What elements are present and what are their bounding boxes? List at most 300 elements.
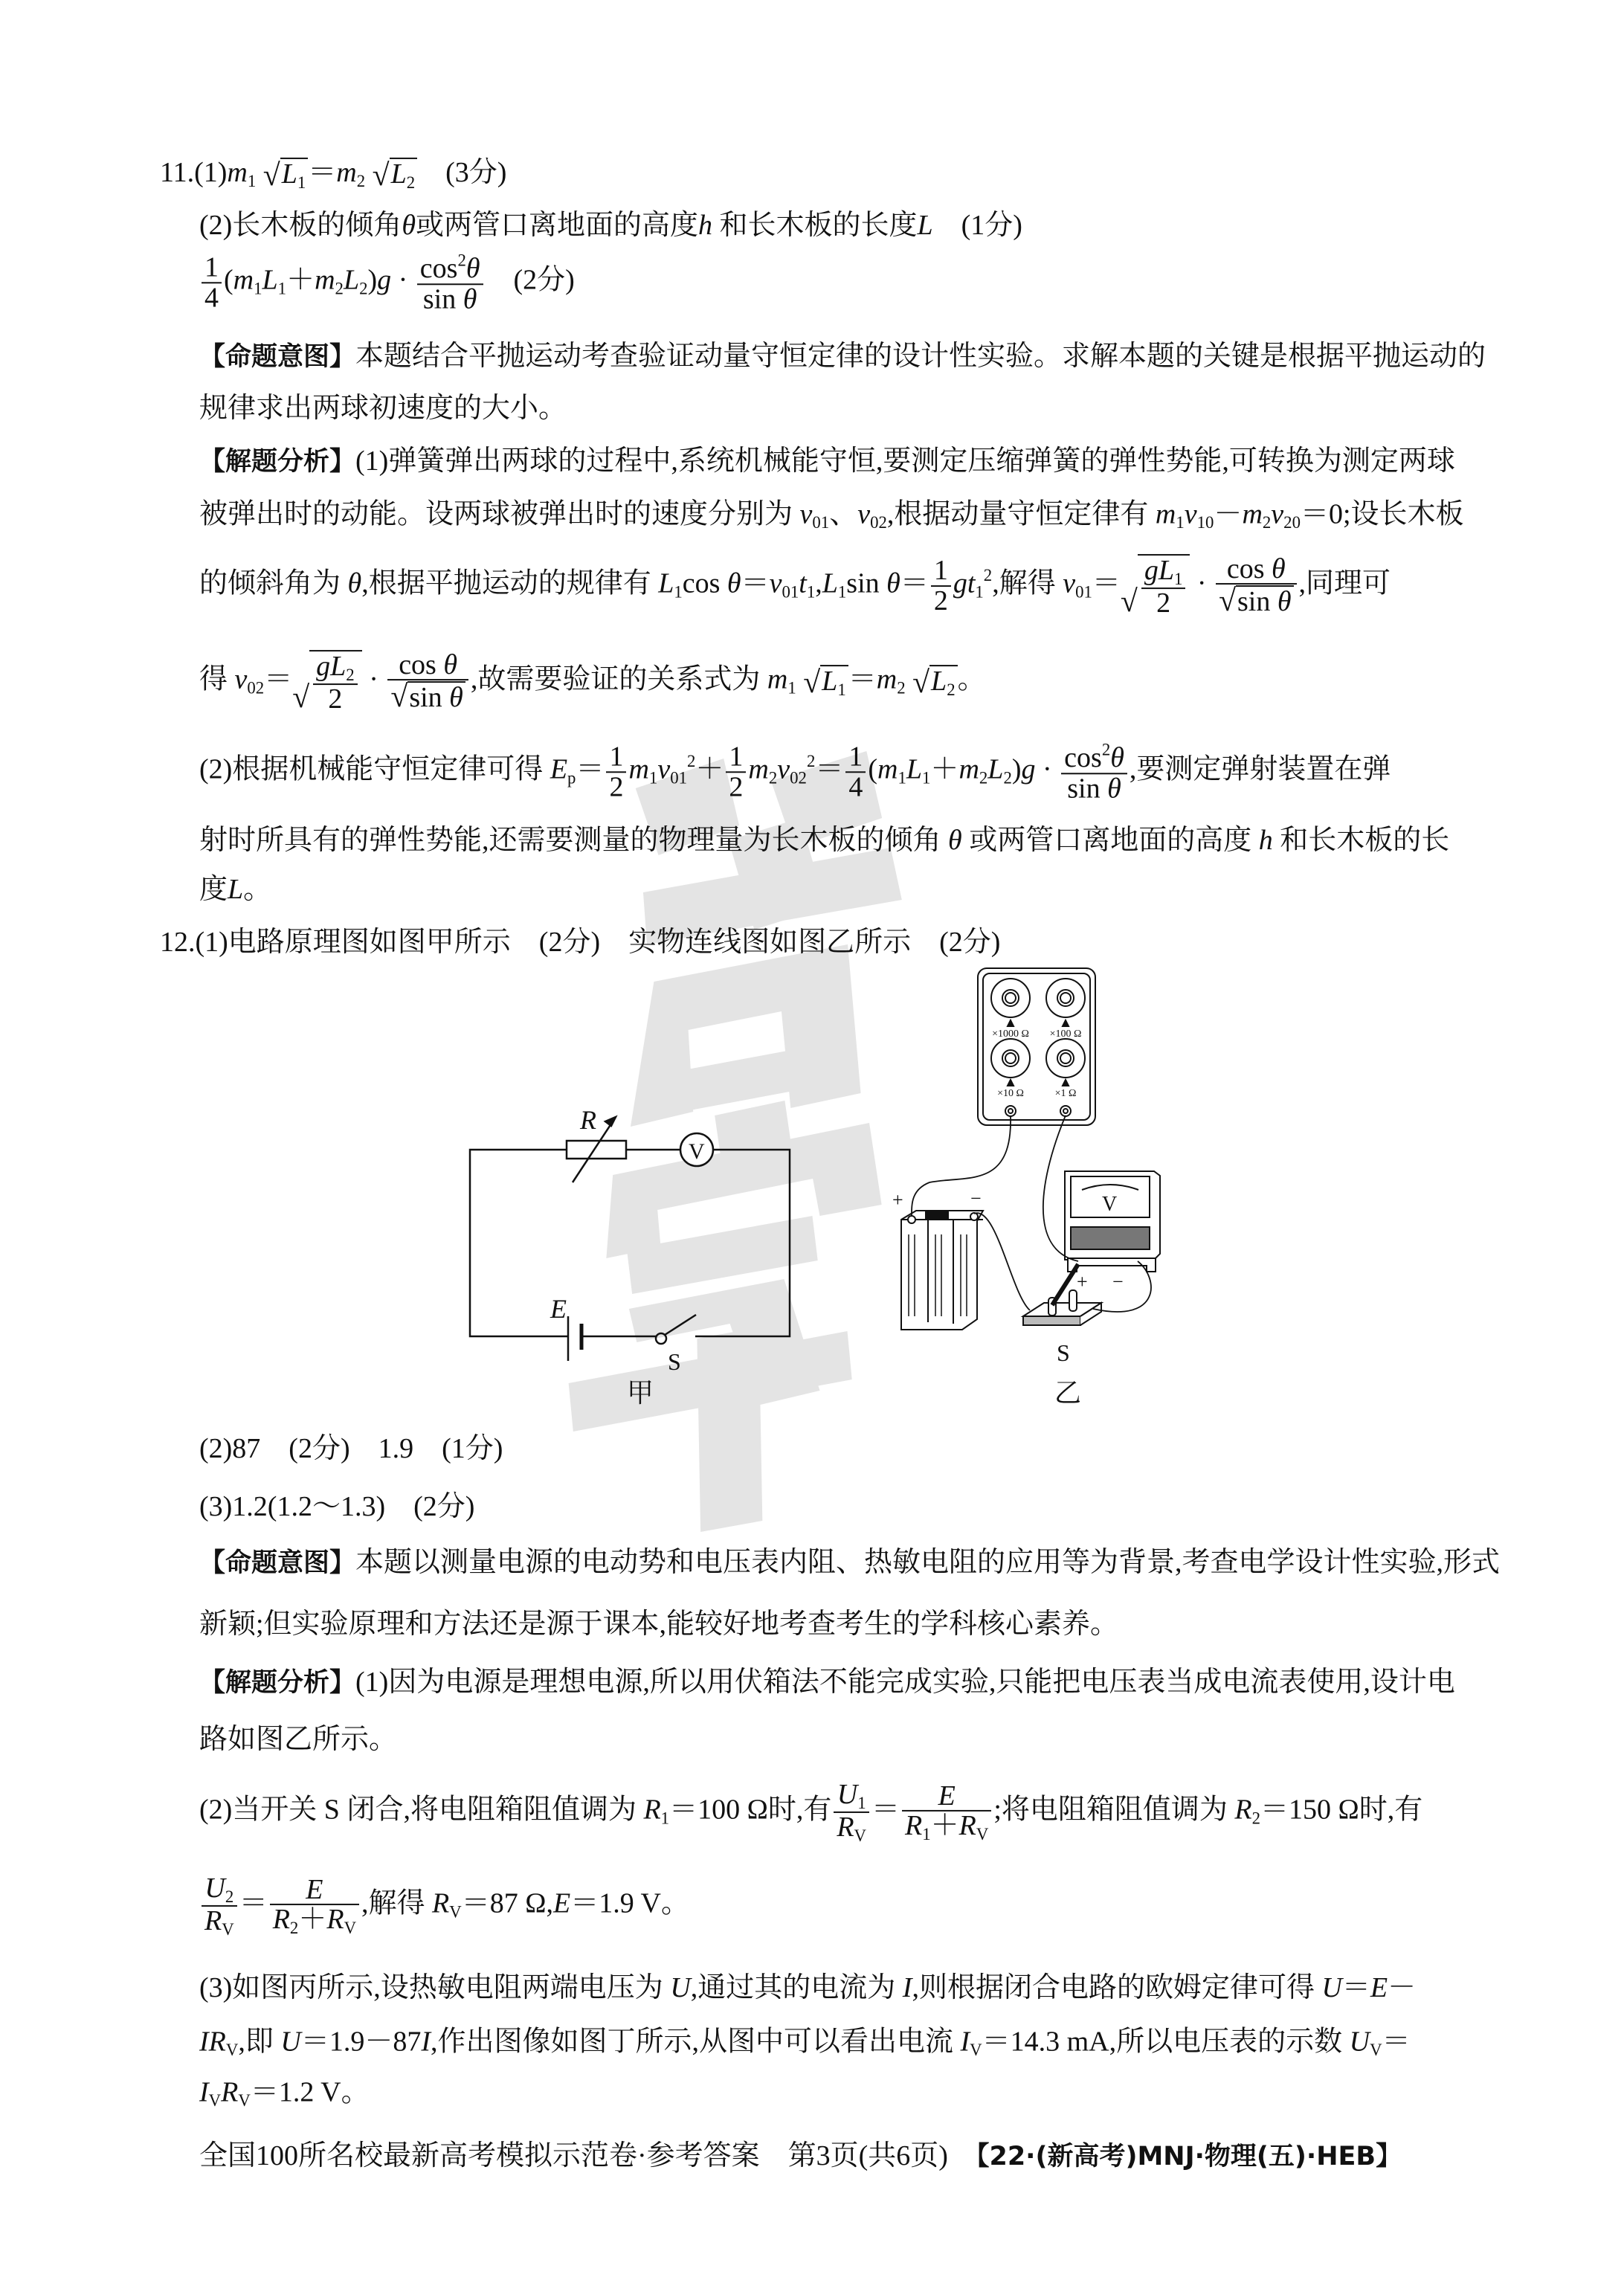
- math-variable: m: [227, 156, 248, 188]
- math-variable: E: [550, 753, 568, 785]
- numerator: [270, 1875, 359, 1906]
- text-run: sin: [1067, 772, 1108, 804]
- denominator: [606, 770, 626, 802]
- text-run: 被弹出时的动能。设两球被弹出时的速度分别为: [199, 498, 800, 530]
- math-variable: m: [336, 156, 357, 188]
- denominator: [313, 685, 358, 714]
- text-run: 路如图乙所示。: [199, 1724, 398, 1756]
- text-run: [796, 664, 804, 695]
- text-run: (1分): [932, 210, 1022, 242]
- math-variable: L: [228, 874, 244, 906]
- subscript: 2: [356, 171, 366, 190]
- q12-answer-3: [199, 1490, 474, 1524]
- text-run: ＝: [741, 567, 770, 599]
- math-variable: v: [799, 498, 813, 530]
- math-variable: m: [876, 663, 898, 695]
- superscript: 2: [983, 565, 993, 585]
- text-run: 12.(1)电路原理图如图甲所示 (2分) 实物连线图如图乙所示 (2分): [160, 927, 1001, 959]
- math-variable: R: [272, 1904, 290, 1936]
- text-run: 2: [933, 585, 948, 617]
- denominator: [270, 1905, 359, 1936]
- math-variable: θ: [948, 825, 962, 857]
- text-run: －: [1388, 1972, 1417, 2004]
- fraction: [202, 1874, 237, 1938]
- text-run: ＝: [308, 156, 337, 188]
- text-run: 度: [199, 874, 228, 906]
- resistor-label: R: [580, 1105, 596, 1135]
- math-variable: I: [199, 2076, 209, 2108]
- denominator: [202, 283, 222, 312]
- fraction: [931, 556, 951, 616]
- math-variable: E: [1370, 1972, 1388, 2004]
- text-run: ): [1011, 753, 1022, 785]
- radical-sign-icon: √: [292, 680, 310, 715]
- text-run: ·: [1190, 567, 1214, 599]
- circuit-schematic-jia: [470, 1117, 790, 1361]
- denominator: [726, 770, 746, 802]
- radicand: [309, 650, 362, 714]
- text-run: 全国100所名校最新高考模拟示范卷·参考答案 第3页(共6页): [199, 2140, 976, 2172]
- math-variable: v: [857, 498, 871, 530]
- text-run: 本题结合平抛运动考查验证动量守恒定律的设计性实验。求解本题的关键是根据平抛运动的: [355, 341, 1486, 373]
- q12-analysis-6: [199, 2025, 1411, 2060]
- math-variable: I: [902, 1972, 912, 2004]
- fraction: [202, 253, 222, 312]
- math-variable: m: [1155, 498, 1176, 530]
- text-run: ,同理可: [1298, 567, 1391, 599]
- math-variable: h: [1258, 825, 1273, 857]
- fraction: [387, 648, 468, 715]
- text-run: (: [224, 264, 233, 296]
- figure-label-jia: 甲: [627, 1378, 654, 1408]
- subscript: 2: [1003, 768, 1012, 788]
- math-variable: v: [1063, 567, 1076, 599]
- q11-analysis-4: [199, 650, 986, 714]
- math-variable: m: [1242, 498, 1263, 530]
- q11-intent: [199, 340, 1486, 374]
- math-variable: I: [421, 2026, 431, 2058]
- subscript: 1: [1174, 569, 1183, 588]
- text-run: cos: [399, 648, 444, 680]
- subscript: 1: [254, 279, 262, 298]
- math-variable: L: [906, 753, 923, 785]
- subscript: V: [970, 2041, 982, 2060]
- subscript: 2: [1251, 1809, 1261, 1828]
- math-variable: L: [987, 753, 1004, 785]
- subscript: 1: [975, 582, 984, 602]
- text-run: ＝1.9 V。: [570, 1887, 689, 1919]
- dial-label-x100: ×100 Ω: [1049, 1028, 1082, 1040]
- text-run: ＝: [1341, 1972, 1370, 2004]
- numerator: [417, 251, 483, 285]
- subscript: 2: [335, 279, 344, 298]
- subscript: V: [208, 2091, 222, 2110]
- subscript: 2: [1262, 513, 1272, 532]
- subscript: 2: [979, 768, 988, 788]
- text-run: ,解得: [992, 567, 1063, 599]
- math-variable: h: [698, 210, 712, 242]
- math-variable: θ: [1272, 553, 1286, 585]
- q11-analysis-2: [199, 498, 1464, 532]
- subscript: 1: [806, 582, 816, 602]
- denominator: [387, 681, 468, 714]
- text-run: (1)弹簧弹出两球的过程中,系统机械能守恒,要测定压缩弹簧的弹性势能,可转换为测定两球: [355, 445, 1455, 477]
- radicand: [390, 158, 418, 192]
- subscript: 2: [406, 173, 416, 193]
- q12-analysis-2: [199, 1723, 397, 1757]
- subscript: 2: [947, 680, 956, 699]
- math-variable: m: [958, 753, 979, 785]
- subscript: 1: [837, 582, 847, 602]
- radicand: [280, 158, 309, 192]
- math-variable: IR: [199, 2026, 226, 2058]
- radicand: [929, 665, 958, 699]
- text-run: (2)87 (2分) 1.9 (1分): [199, 1433, 503, 1465]
- radical-sign-icon: √: [390, 680, 408, 715]
- q11-analysis-5: [199, 741, 1391, 802]
- superscript: 2: [806, 751, 816, 770]
- text-run: 1: [848, 741, 863, 773]
- variable-resistor: [567, 1141, 626, 1159]
- text-run: (3)1.2(1.2～1.3) (2分): [199, 1491, 475, 1523]
- text-run: 或两管口离地面的高度: [961, 825, 1259, 857]
- fraction: [270, 1875, 359, 1937]
- text-run: ＝1.9－87: [300, 2026, 422, 2058]
- numerator: [845, 742, 866, 773]
- subscript: 01: [670, 768, 687, 788]
- subscript: 1: [898, 768, 906, 788]
- text-run: sin: [422, 283, 463, 315]
- math-variable: v: [234, 663, 248, 695]
- subscript: 20: [1283, 513, 1301, 532]
- square-root: [263, 158, 309, 192]
- math-variable: m: [233, 264, 254, 296]
- math-variable: E: [938, 1780, 956, 1812]
- fraction: [1141, 556, 1186, 618]
- radicand: [407, 681, 465, 713]
- subscript: 02: [247, 678, 265, 698]
- square-root: [373, 158, 418, 192]
- text-run: ,要测定弹射装置在弹: [1129, 753, 1391, 785]
- dial-label-x1000: ×1000 Ω: [992, 1028, 1029, 1040]
- subscript: 1: [922, 768, 931, 788]
- switch-label: S: [668, 1348, 681, 1375]
- text-run: (3分): [417, 156, 507, 188]
- battery-minus-label: −: [970, 1188, 982, 1209]
- numerator: [726, 742, 746, 773]
- math-variable: R: [326, 1904, 344, 1936]
- q12-intent: [199, 1546, 1500, 1580]
- text-run: ·: [361, 663, 386, 695]
- text-run: cos: [419, 253, 458, 285]
- text-run: 或两管口离地面的高度: [415, 210, 698, 242]
- math-variable: θ: [347, 567, 362, 599]
- math-variable: gL: [316, 651, 347, 683]
- text-run: ＝: [900, 567, 929, 599]
- fraction: [902, 1782, 991, 1844]
- q11-answer-2-formula: [199, 251, 575, 313]
- numerator: [931, 556, 951, 587]
- text-run: [365, 157, 373, 188]
- subscript: 1: [247, 171, 257, 190]
- math-variable: R: [1234, 1794, 1252, 1826]
- battery-label: E: [550, 1294, 567, 1324]
- numerator: [834, 1780, 869, 1813]
- radical-sign-icon: √: [912, 666, 930, 701]
- radicand: [1138, 554, 1190, 618]
- math-variable: m: [767, 663, 788, 695]
- text-run: ＋: [930, 753, 959, 785]
- text-run: ,根据平抛运动的规律有: [361, 567, 659, 599]
- math-variable: R: [432, 1887, 450, 1919]
- text-run: ＝14.3 mA,所以电压表的示数: [982, 2026, 1350, 2058]
- denominator: [202, 1907, 237, 1938]
- denominator: [902, 1812, 991, 1843]
- radical-sign-icon: √: [803, 666, 821, 701]
- text-run: ＋: [930, 1810, 959, 1842]
- text-run: ＋: [298, 1904, 327, 1936]
- text-run: 2: [1156, 587, 1171, 619]
- superscript: 2: [1101, 740, 1111, 759]
- text-run: (2)根据机械能守恒定律可得: [199, 753, 550, 785]
- text-run: cos: [1226, 553, 1272, 585]
- text-run: ,根据动量守恒定律有: [886, 498, 1156, 530]
- math-variable: R: [221, 2076, 239, 2108]
- radicand: [820, 665, 848, 699]
- text-run: ,即: [238, 2026, 281, 2058]
- q11-analysis-6: [199, 824, 1449, 858]
- math-variable: L: [822, 666, 838, 698]
- knife-switch: [1023, 1264, 1101, 1325]
- text-run: ＝150 Ω时,有: [1260, 1794, 1423, 1826]
- math-variable: v: [1184, 498, 1197, 530]
- subscript: V: [976, 1825, 989, 1844]
- subscript: V: [1370, 2041, 1382, 2060]
- subscript: V: [225, 2041, 239, 2060]
- square-root: [803, 665, 848, 699]
- subscript: 01: [782, 582, 799, 602]
- math-variable: θ: [443, 648, 458, 680]
- math-variable: m: [628, 753, 649, 785]
- denominator: [931, 587, 951, 616]
- math-variable: U: [1349, 2026, 1370, 2058]
- dial-label-x1: ×1 Ω: [1054, 1088, 1077, 1099]
- voltmeter-label: V: [689, 1139, 705, 1164]
- subscript: 1: [857, 1793, 866, 1812]
- text-run: 1: [204, 251, 219, 283]
- math-variable: θ: [1277, 586, 1292, 618]
- superscript: 2: [457, 251, 466, 270]
- denominator: [1061, 774, 1127, 803]
- q11-answer-2: [199, 209, 1022, 243]
- numerator: [202, 1874, 237, 1907]
- q11-analysis-7: [199, 873, 271, 907]
- subscript: 1: [648, 768, 658, 788]
- voltmeter-plus-label: +: [1077, 1271, 1088, 1292]
- text-run: 射时所具有的弹性势能,还需要测量的物理量为长木板的倾角: [199, 825, 949, 857]
- bold-heading: 【命题意图】: [199, 342, 356, 373]
- resistance-box: [978, 968, 1095, 1125]
- text-run: [256, 157, 263, 188]
- subscript: 1: [922, 1825, 931, 1844]
- math-variable: v: [769, 567, 782, 599]
- q11-analysis-3: [199, 554, 1391, 618]
- subscript: 02: [790, 768, 807, 788]
- math-variable: U: [670, 1972, 691, 2004]
- text-run: cos: [682, 567, 727, 599]
- math-variable: gt: [953, 567, 976, 599]
- denominator: [1141, 589, 1186, 618]
- math-variable: E: [306, 1873, 323, 1905]
- text-run: ＋: [286, 264, 315, 296]
- text-run: 4: [848, 770, 863, 802]
- bold-heading: 【解题分析】: [199, 447, 356, 477]
- math-variable: R: [958, 1810, 976, 1842]
- text-run: ＝1.2 V。: [250, 2076, 370, 2108]
- dial-label-x10: ×10 Ω: [997, 1088, 1024, 1099]
- square-root: [1219, 585, 1293, 617]
- subscript: 1: [297, 173, 306, 193]
- math-variable: θ: [886, 567, 900, 599]
- math-variable: E: [552, 1887, 571, 1919]
- text-run: 4: [204, 281, 219, 313]
- switch-symbol: [656, 1333, 666, 1344]
- radical-sign-icon: √: [372, 158, 390, 193]
- bold-heading: 【解题分析】: [199, 1668, 356, 1698]
- text-run: 规律求出两球初速度的大小。: [199, 393, 567, 425]
- numerator: [606, 742, 626, 773]
- text-run: (3)如图丙所示,设热敏电阻两端电压为: [199, 1972, 671, 2004]
- text-run: ＝: [1382, 2026, 1411, 2058]
- text-run: ): [367, 264, 378, 296]
- text-run: 2: [328, 683, 343, 715]
- subscript: V: [854, 1826, 867, 1845]
- radicand: [1236, 585, 1294, 617]
- voltmeter-device: [1065, 1171, 1160, 1272]
- text-run: ＝87 Ω,: [461, 1887, 553, 1919]
- text-run: 2: [609, 770, 624, 802]
- math-variable: L: [822, 567, 838, 599]
- math-variable: L: [281, 158, 297, 190]
- math-variable: θ: [1110, 742, 1124, 774]
- math-variable: g: [377, 264, 392, 296]
- voltmeter-minus-label: −: [1112, 1271, 1124, 1292]
- denominator: [417, 285, 483, 314]
- q11-intent-cont: [199, 392, 567, 426]
- text-run: (1)因为电源是理想电源,所以用伏箱法不能完成实验,只能把电压表当成电流表使用,设计电: [355, 1667, 1455, 1698]
- math-variable: L: [390, 158, 407, 190]
- math-variable: θ: [465, 253, 480, 285]
- fraction: [606, 742, 626, 802]
- numerator: [387, 648, 468, 681]
- math-variable: R: [837, 1812, 854, 1843]
- subscript: 2: [768, 768, 778, 788]
- text-run: ,作出图像如图丁所示,从图中可以看出电流: [430, 2026, 961, 2058]
- q11-analysis-1: [199, 445, 1455, 479]
- text-run: －: [1214, 498, 1243, 530]
- q11-answer-1: [160, 156, 506, 192]
- subscript: 1: [660, 1809, 670, 1828]
- fraction: [313, 652, 358, 714]
- math-variable: g: [1021, 753, 1036, 785]
- math-variable: θ: [1107, 772, 1121, 804]
- subscript: 2: [897, 678, 906, 698]
- radical-sign-icon: √: [1120, 585, 1138, 619]
- denominator: [1216, 585, 1296, 618]
- q12-analysis-5: [199, 1971, 1416, 2006]
- q12-answer-1: [160, 926, 1000, 960]
- square-root: [912, 665, 958, 699]
- text-run: ,通过其的电流为: [690, 1972, 903, 2004]
- knife-switch-label: S: [1057, 1339, 1070, 1366]
- figure-label-yi: 乙: [1054, 1378, 1082, 1408]
- text-run: ＝: [1092, 567, 1121, 599]
- math-variable: θ: [449, 682, 463, 714]
- text-run: 11.(1): [160, 156, 228, 188]
- fraction: [726, 742, 746, 802]
- subscript: 1: [837, 680, 846, 699]
- square-root: [390, 681, 465, 713]
- text-run: 本题以测量电源的电动势和电压表内阻、热敏电阻的应用等为背景,考查电学设计性实验,形式: [355, 1547, 1501, 1579]
- math-variable: m: [315, 264, 335, 296]
- math-variable: L: [931, 666, 947, 698]
- math-variable: U: [204, 1872, 225, 1904]
- text-run: 的倾斜角为: [199, 567, 348, 599]
- numerator: [1216, 555, 1296, 585]
- subscript: 01: [812, 513, 830, 532]
- math-variable: I: [960, 2026, 970, 2058]
- math-variable: t: [799, 567, 807, 599]
- text-run: ＝: [264, 663, 293, 695]
- math-variable: m: [877, 753, 898, 785]
- bold-heading: 【命题意图】: [199, 1548, 356, 1579]
- math-variable: U: [837, 1778, 858, 1810]
- text-run: ＝: [576, 753, 605, 785]
- subscript: V: [449, 1902, 462, 1922]
- text-run: 得: [199, 663, 235, 695]
- math-variable: θ: [402, 210, 416, 242]
- fraction: [845, 742, 866, 802]
- text-run: ＝0;设长木板: [1300, 498, 1464, 530]
- math-variable: v: [657, 753, 671, 785]
- radical-sign-icon: √: [262, 158, 280, 193]
- math-variable: v: [1271, 498, 1284, 530]
- text-run: ,: [815, 567, 822, 599]
- subscript: p: [567, 768, 576, 788]
- text-run: ,故需要验证的关系式为: [470, 663, 767, 695]
- text-run: ＝: [239, 1887, 268, 1919]
- text-run: ＝: [871, 1794, 900, 1826]
- text-run: 。: [243, 874, 272, 906]
- numerator: [313, 652, 358, 685]
- subscript: 1: [787, 678, 796, 698]
- text-run: ·: [391, 264, 415, 296]
- denominator: [834, 1813, 869, 1844]
- text-run: cos: [1064, 742, 1102, 774]
- math-variable: L: [262, 264, 278, 296]
- fraction: [417, 251, 483, 313]
- fraction: [834, 1780, 869, 1844]
- math-variable: U: [280, 2026, 301, 2058]
- text-run: [906, 664, 913, 695]
- math-variable: R: [643, 1794, 661, 1826]
- text-run: 。: [957, 663, 986, 695]
- q12-analysis-4: [199, 1874, 689, 1938]
- q12-intent-cont: [199, 1608, 1118, 1642]
- fraction: [1061, 741, 1127, 802]
- page-footer: [199, 2139, 1402, 2174]
- math-variable: L: [658, 567, 674, 599]
